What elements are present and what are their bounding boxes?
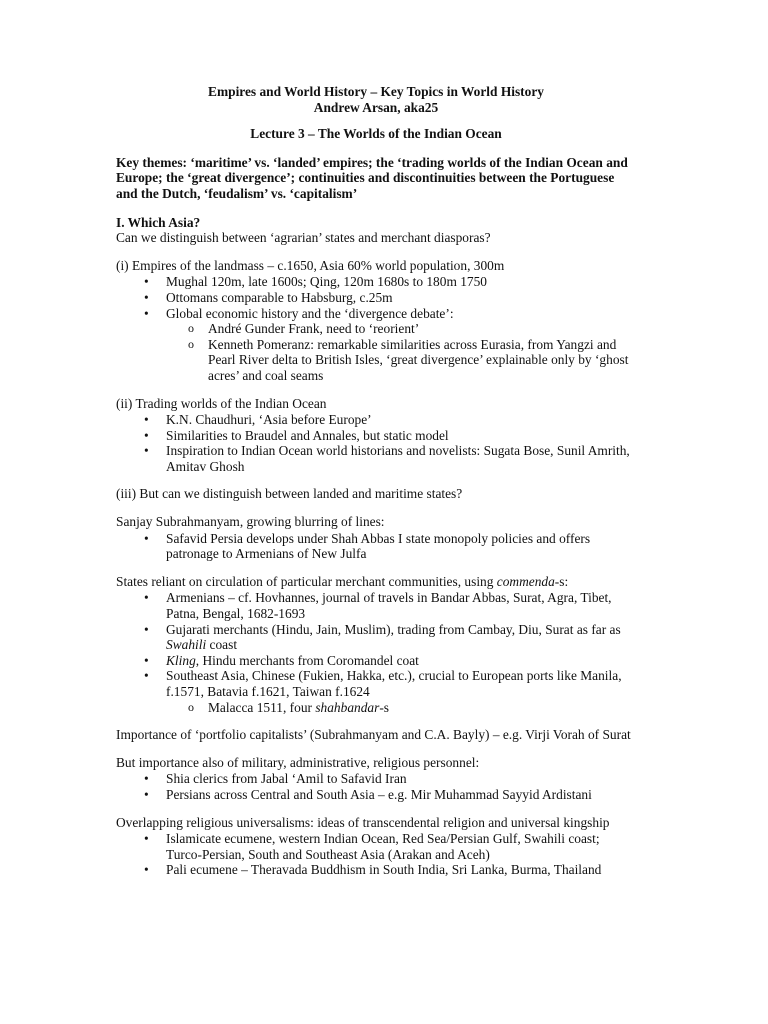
list-item: • Mughal 120m, late 1600s; Qing, 120m 1680s to 180m 1750 xyxy=(116,274,636,290)
personnel-list xyxy=(116,771,636,802)
universalisms-lead: Overlapping religious universalisms: ideas of transcendental religion and universal kingship xyxy=(116,814,610,830)
part-i-heading: (i) Empires of the landmass – c.1650, Asia 60% world population, 300m xyxy=(116,257,505,273)
text-span: -s: xyxy=(554,573,569,589)
list-item: • Shia clerics from Jabal ‘Amil to Safavid Iran xyxy=(116,771,636,787)
list-item: • Global economic history and the ‘divergence debate’: xyxy=(116,306,636,322)
lecture-title: Lecture 3 – The Worlds of the Indian Ocean xyxy=(250,126,502,142)
list-item: • Ottomans comparable to Habsburg, c.25m xyxy=(116,290,636,306)
sub-list-item: o André Gunder Frank, need to ‘reorient’ xyxy=(116,321,636,337)
author-line: Andrew Arsan, aka25 xyxy=(313,99,439,115)
list-item: • K.N. Chaudhuri, ‘Asia before Europe’ xyxy=(116,412,636,428)
list-item: • Persians across Central and South Asia – e.g. Mir Muhammad Sayyid Ardistani xyxy=(116,787,636,803)
list-item xyxy=(116,622,636,653)
part-iii-heading: (iii) But can we distinguish between landed and maritime states? xyxy=(116,486,463,502)
universalisms-list xyxy=(116,831,636,878)
list-item: • Islamicate ecumene, western Indian Ocean, Red Sea/Persian Gulf, Swahili coast; Turco-Persian, South and Southeast Asia (Arakan and Aceh) xyxy=(116,831,636,862)
text-span: States reliant on circulation of particular merchant communities, using xyxy=(116,573,497,589)
italic-term: commenda xyxy=(496,573,555,589)
subrahmanyam-lead: Sanjay Subrahmanyam, growing blurring of lines: xyxy=(116,514,385,530)
lecture-notes-page xyxy=(116,84,636,878)
list-item: • Safavid Persia develops under Shah Abbas I state monopoly policies and offers patronage to Armenians of New Julfa xyxy=(116,531,636,562)
text-span: , Hindu merchants from Coromandel coat xyxy=(195,652,419,668)
list-item: • Inspiration to Indian Ocean world historians and novelists: Sugata Bose, Sunil Amrith, Amitav Ghosh xyxy=(116,443,636,474)
section-question: Can we distinguish between ‘agrarian’ states and merchant diasporas? xyxy=(116,230,491,246)
text-span: Malacca 1511, four xyxy=(208,699,316,715)
portfolio-paragraph: Importance of ‘portfolio capitalists’ (Subrahmanyam and C.A. Bayly) – e.g. Virji Vorah of Surat xyxy=(116,727,631,743)
list-item: • Pali ecumene – Theravada Buddhism in South India, Sri Lanka, Burma, Thailand xyxy=(116,862,636,878)
list-item xyxy=(116,653,636,669)
part-ii-list xyxy=(116,412,636,474)
subrahmanyam-list xyxy=(116,531,636,562)
section-heading: I. Which Asia? xyxy=(116,214,201,230)
text-span: Gujarati merchants (Hindu, Jain, Muslim), trading from Cambay, Diu, Surat as far as xyxy=(166,621,621,637)
list-item: • Southeast Asia, Chinese (Fukien, Hakka, etc.), crucial to European ports like Manila, f.1571, Batavia f.1621, Taiwan f.1624 xyxy=(116,668,636,699)
text-span: -s xyxy=(379,699,389,715)
italic-term: Kling xyxy=(166,652,196,668)
states-reliant-lead xyxy=(116,574,636,590)
italic-term: Swahili xyxy=(166,637,207,653)
document-header xyxy=(116,84,636,142)
part-ii-heading: (ii) Trading worlds of the Indian Ocean xyxy=(116,395,327,411)
sub-list-item xyxy=(116,700,636,716)
part-i-list xyxy=(116,274,636,383)
key-themes: Key themes: ‘maritime’ vs. ‘landed’ empires; the ‘trading worlds of the Indian Ocean and Europe; the ‘great divergence’; continuities and discontinuities between the Portuguese and the Dutch, ‘feudalism’ vs. ‘capitalism’ xyxy=(116,154,628,201)
states-reliant-list xyxy=(116,590,636,715)
list-item: • Similarities to Braudel and Annales, but static model xyxy=(116,428,636,444)
list-item: • Armenians – cf. Hovhannes, journal of travels in Bandar Abbas, Surat, Agra, Tibet, Patna, Bengal, 1682-1693 xyxy=(116,590,636,621)
personnel-lead: But importance also of military, administrative, religious personnel: xyxy=(116,754,480,770)
italic-term: shahbandar xyxy=(315,699,380,715)
course-title: Empires and World History – Key Topics in World History xyxy=(208,84,544,99)
sub-list-item: o Kenneth Pomeranz: remarkable similarities across Eurasia, from Yangzi and Pearl River delta to British Isles, ‘great divergence’ explainable only by ‘ghost acres’ and coal seams xyxy=(116,337,636,384)
text-span: coast xyxy=(206,637,238,653)
